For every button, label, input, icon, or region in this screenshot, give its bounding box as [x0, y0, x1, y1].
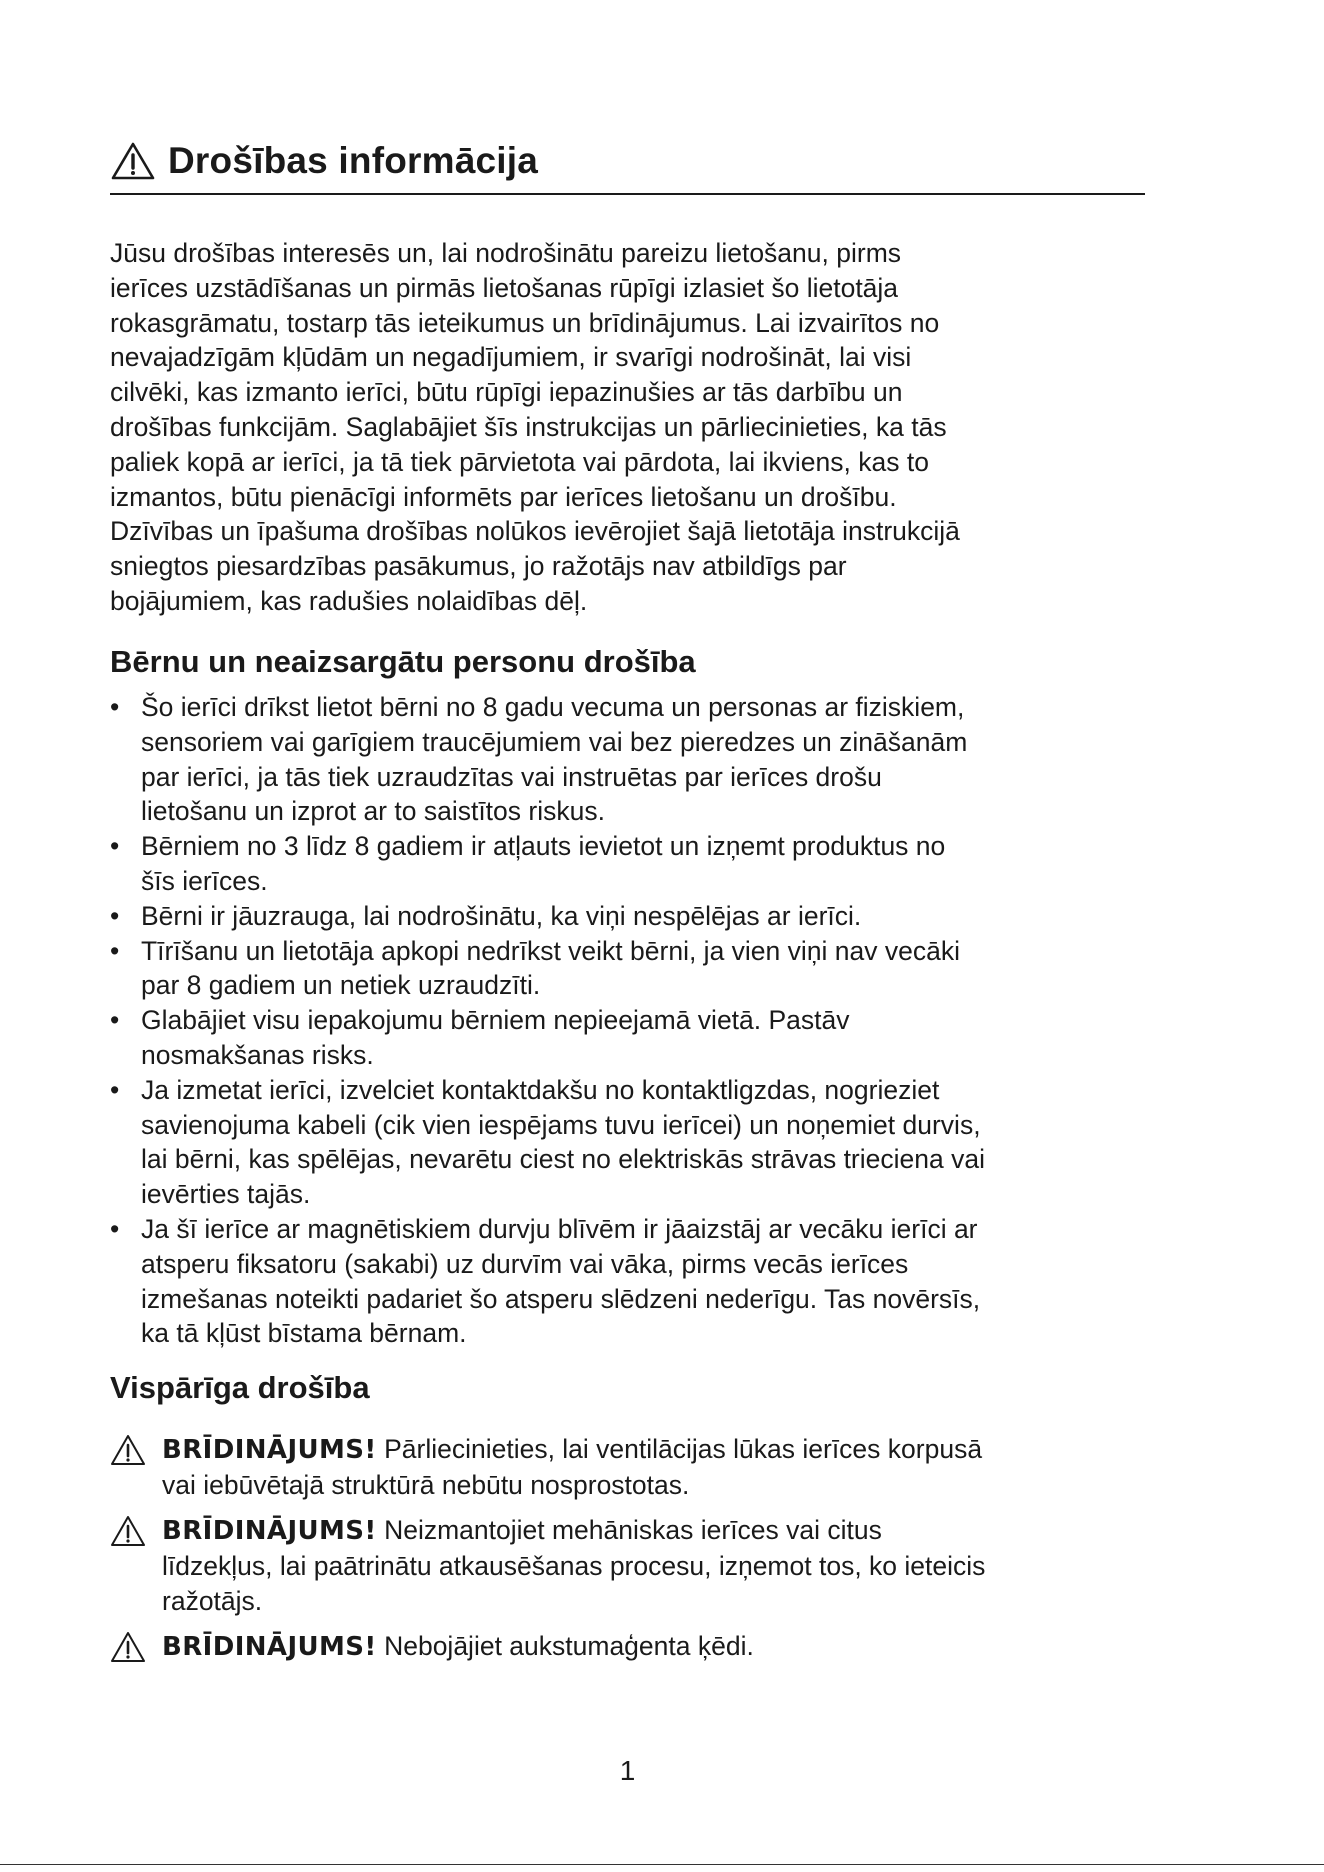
list-item: [110, 1073, 1155, 1212]
warning-item: [110, 1513, 1155, 1619]
list-item-line: Glabājiet visu iepakojumu bērniem nepieejamā vietā. Pastāv: [141, 1005, 850, 1036]
warning-text-line: ražotājs.: [162, 1586, 263, 1616]
list-item-line: šīs ierīces.: [141, 865, 268, 896]
list-item-line: lai bērni, kas spēlējas, nevarētu ciest no elektriskās strāvas trieciena vai: [141, 1144, 985, 1175]
warning-item: [110, 1629, 1155, 1665]
list-item-line: Bērniem no 3 līdz 8 gadiem ir atļauts ievietot un izņemt produktus no: [141, 831, 946, 862]
list-item-line: Ja šī ierīce ar magnētiskiem durvju blīvēm ir jāaizstāj ar vecāku ierīci ar: [141, 1213, 978, 1244]
list-item-line: Ja izmetat ierīci, izvelciet kontaktdakšu no kontaktligzdas, nogrieziet: [141, 1074, 940, 1105]
intro-line: nevajadzīgām kļūdām un negadījumiem, ir svarīgi nodrošināt, lai visi: [110, 342, 912, 373]
page-title: Drošības informācija: [168, 140, 539, 181]
list-item-line: ievērties tajās.: [141, 1179, 311, 1210]
bullet-marker: •: [110, 692, 120, 722]
intro-line: ierīces uzstādīšanas un pirmās lietošanas rūpīgi izlasiet šo lietotāja: [110, 272, 899, 303]
list-item: [110, 690, 1155, 829]
warning-text: Neizmantojiet mehāniskas ierīces vai citus: [384, 1515, 882, 1545]
intro-line: Jūsu drošības interesēs un, lai nodrošinātu pareizu lietošanu, pirms: [110, 238, 902, 268]
footer-divider: [0, 1864, 1324, 1865]
list-item-line: sensoriem vai garīgiem traucējumiem vai bez pieredzes un zināšanām: [141, 726, 968, 757]
list-item-line: par ierīci, ja tās tiek uzraudzītas vai instruētas par ierīces drošu: [141, 761, 882, 792]
list-item-line: par 8 gadiem un netiek uzraudzīti.: [141, 970, 541, 1001]
list-item-line: savienojuma kabeli (cik vien iespējams tuvu ierīcei) un noņemiet durvis,: [141, 1109, 981, 1140]
list-item-line: atsperu fiksatoru (sakabi) uz durvīm vai vāka, pirms vecās ierīces: [141, 1248, 909, 1279]
list-item: [110, 899, 1155, 934]
bullet-marker: •: [110, 1213, 120, 1244]
warning-triangle-icon: [110, 1434, 146, 1466]
bullet-marker: •: [110, 1005, 120, 1036]
page-number: 1: [619, 1755, 636, 1786]
list-item-line: Tīrīšanu un lietotāja apkopi nedrīkst veikt bērni, ja vien viņi nav vecāki: [141, 935, 960, 966]
list-item: [110, 829, 1155, 899]
bullet-marker: •: [110, 935, 120, 966]
warning-text: Pārliecinieties, lai ventilācijas lūkas ierīces korpusā: [384, 1434, 983, 1464]
list-item-line: lietošanu un izprot ar to saistītos riskus.: [141, 796, 605, 827]
warning-text-line: vai iebūvētajā struktūrā nebūtu nosprostotas.: [162, 1470, 690, 1500]
warning-label: BRĪDINĀJUMS!: [162, 1516, 377, 1546]
intro-line: drošības funkcijām. Saglabājiet šīs instrukcijas un pārliecinieties, ka tās: [110, 411, 947, 442]
bullet-marker: •: [110, 1074, 120, 1105]
list-item: [110, 934, 1155, 1004]
list-item-line: izmešanas noteikti padariet šo atsperu slēdzeni nederīgu. Tas novērsīs,: [141, 1283, 981, 1314]
warning-text-line: līdzekļus, lai paātrinātu atkausēšanas procesu, izņemot tos, ko ieteicis: [162, 1551, 986, 1581]
list-item: [110, 1003, 1155, 1073]
title-divider: [110, 193, 1145, 195]
warning-label: BRĪDINĀJUMS!: [162, 1632, 377, 1662]
bullet-marker: •: [110, 900, 120, 931]
list-item-line: Bērni ir jāuzrauga, lai nodrošinātu, ka viņi nespēlējas ar ierīci.: [141, 900, 862, 931]
intro-line: izmantos, būtu pienācīgi informēts par ierīces lietošanu un drošību.: [110, 481, 897, 512]
warning-triangle-icon: [110, 141, 156, 181]
section-heading-general-safety: Vispārīga drošība: [110, 1370, 370, 1405]
children-safety-list: [110, 690, 1155, 1351]
general-safety-warnings: [110, 1432, 1155, 1675]
intro-line: Dzīvības un īpašuma drošības nolūkos ievērojiet šajā lietotāja instrukcijā: [110, 516, 960, 547]
bullet-marker: •: [110, 831, 120, 862]
list-item: [110, 1212, 1155, 1351]
intro-line: sniegtos piesardzības pasākumus, jo ražotājs nav atbildīgs par: [110, 551, 847, 582]
list-item-line: ka tā kļūst bīstama bērnam.: [141, 1318, 467, 1349]
warning-triangle-icon: [110, 1631, 146, 1663]
intro-line: paliek kopā ar ierīci, ja tā tiek pārvietota vai pārdota, lai ikviens, kas to: [110, 446, 929, 477]
section-heading-children-safety: Bērnu un neaizsargātu personu drošība: [110, 644, 696, 679]
page-title-row: [110, 138, 538, 184]
intro-line: bojājumiem, kas radušies nolaidības dēļ.: [110, 585, 588, 616]
list-item-line: Šo ierīci drīkst lietot bērni no 8 gadu vecuma un personas ar fiziskiem,: [141, 692, 965, 722]
warning-triangle-icon: [110, 1515, 146, 1547]
intro-line: cilvēki, kas izmanto ierīci, būtu rūpīgi iepazinušies ar tās darbību un: [110, 377, 903, 408]
warning-text: Nebojājiet aukstumaģenta ķēdi.: [384, 1631, 754, 1661]
list-item-line: nosmakšanas risks.: [141, 1039, 374, 1070]
warning-label: BRĪDINĀJUMS!: [162, 1435, 377, 1465]
warning-item: [110, 1432, 1155, 1503]
intro-paragraph: [110, 236, 1150, 619]
intro-line: rokasgrāmatu, tostarp tās ieteikumus un brīdinājumus. Lai izvairītos no: [110, 307, 940, 338]
